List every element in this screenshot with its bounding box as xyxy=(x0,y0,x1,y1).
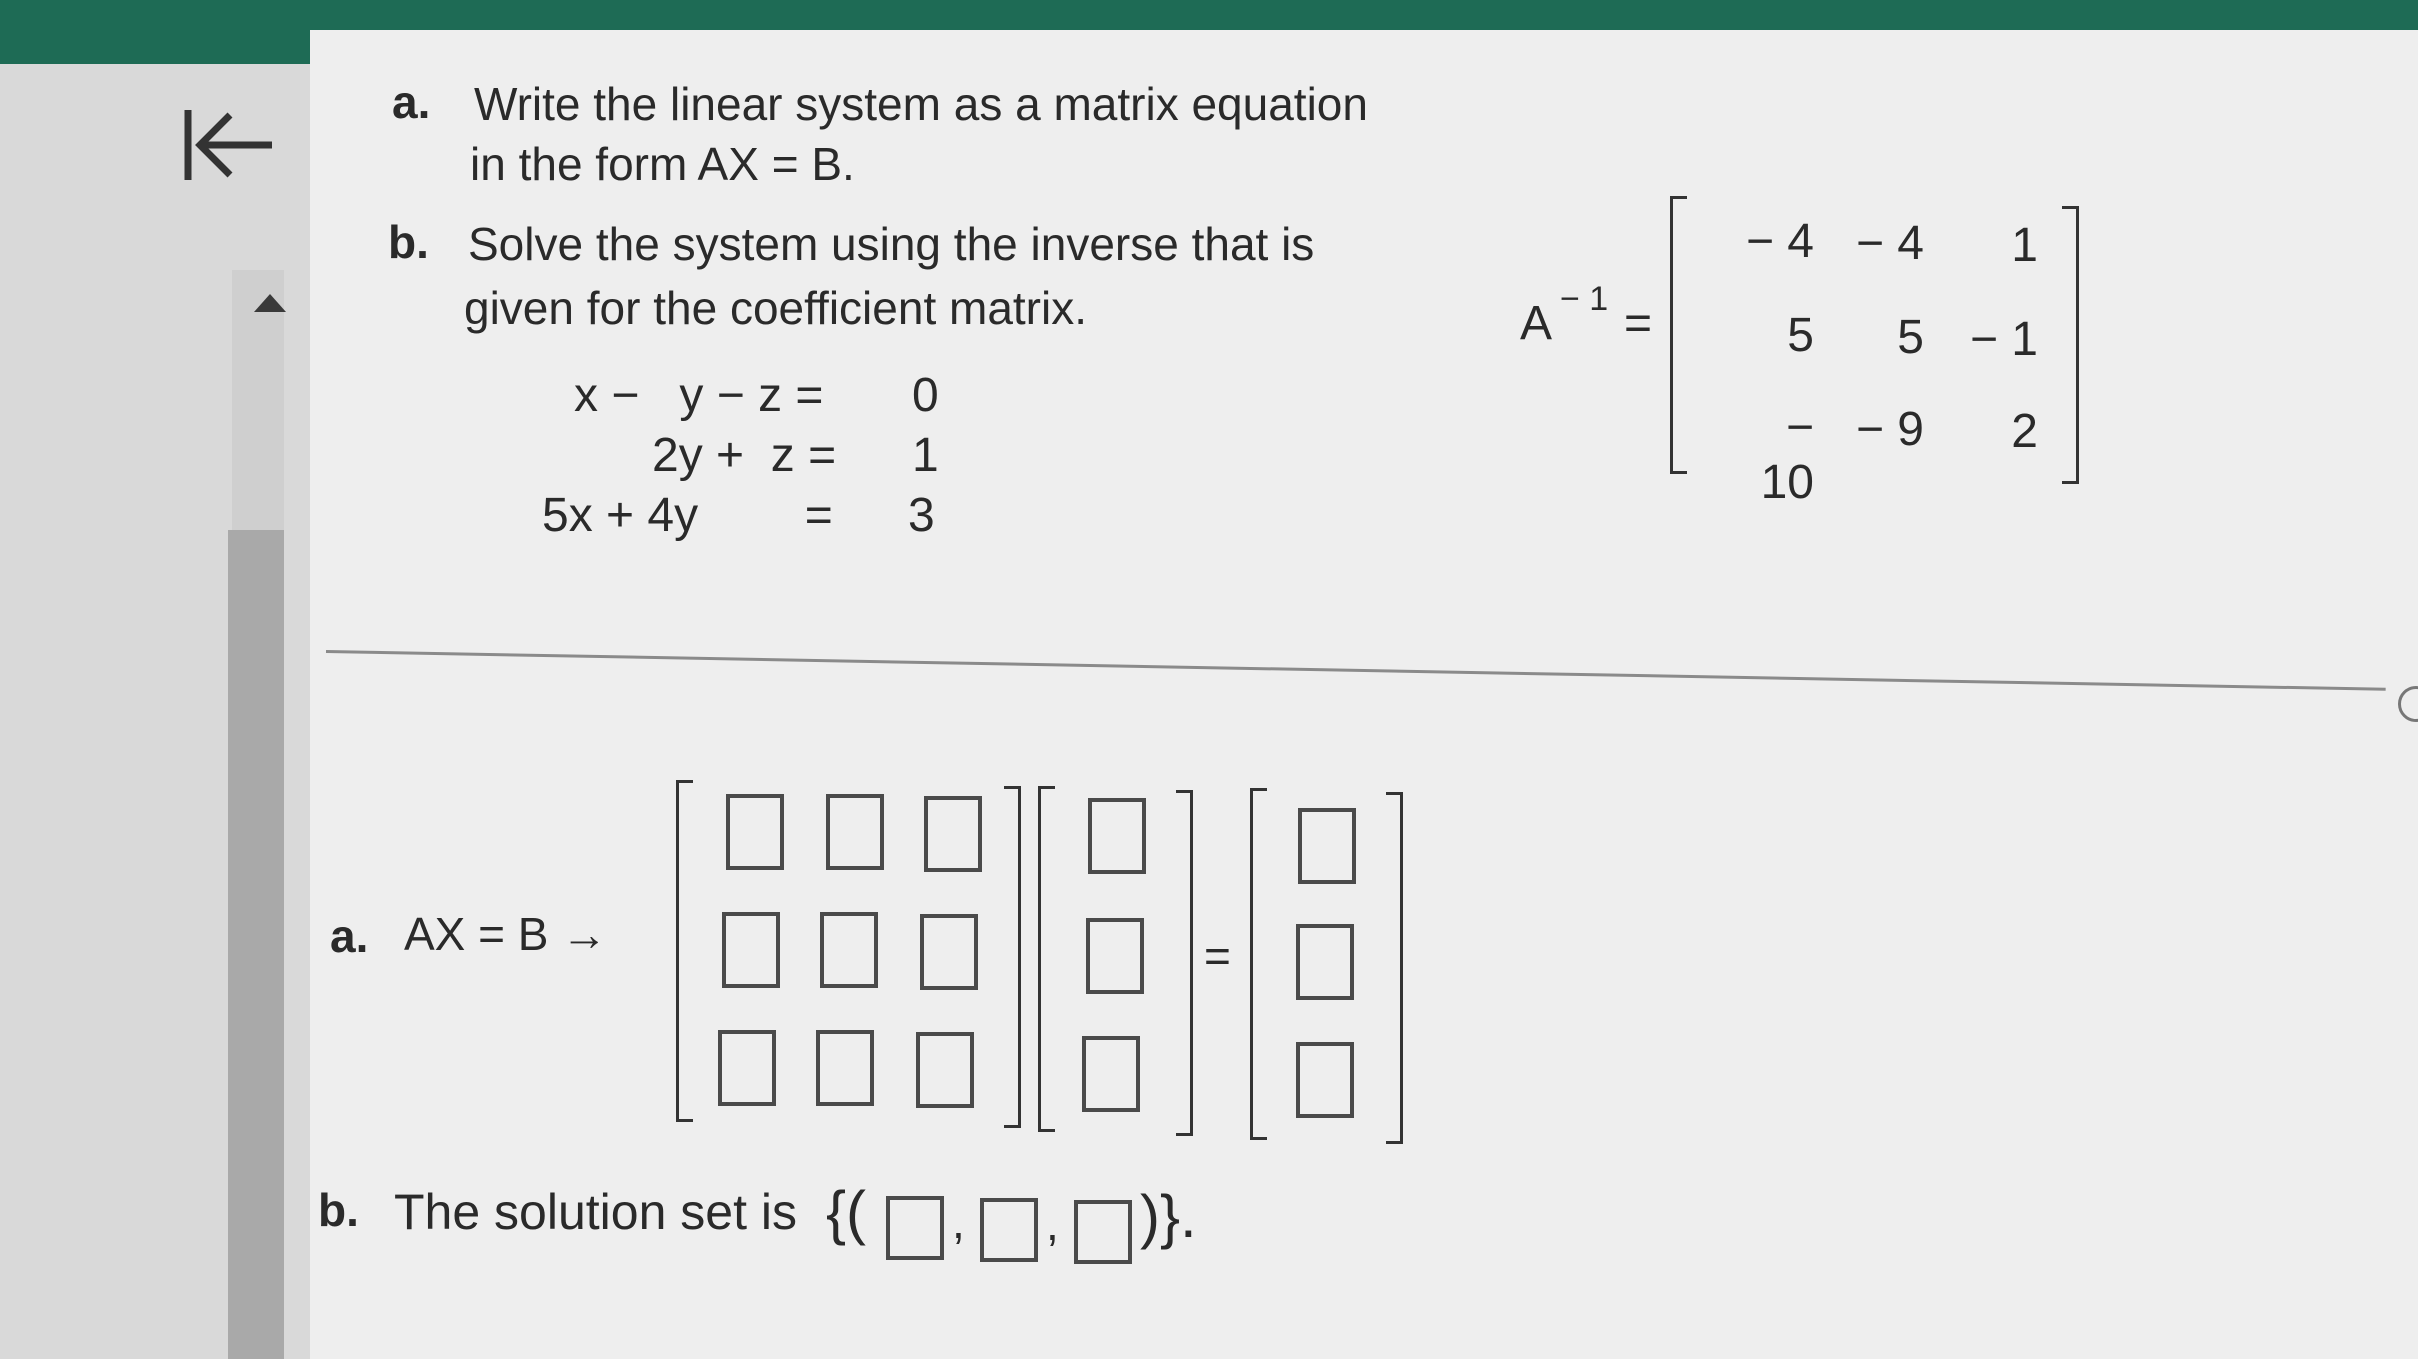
back-arrow-icon[interactable] xyxy=(180,100,280,190)
inverse-cell: 5 xyxy=(1787,309,1814,362)
part-b-instruction-line1: Solve the system using the inverse that is xyxy=(468,218,1315,270)
answer-b-text: The solution set is xyxy=(394,1184,797,1240)
x3-input[interactable] xyxy=(1082,1036,1140,1112)
equation-3-rhs: 3 xyxy=(908,489,935,542)
part-a-label: a. xyxy=(392,76,431,128)
inverse-cell: − 10 xyxy=(1760,401,1814,509)
part-a-instruction-line2: in the form AX = B. xyxy=(470,138,855,190)
a22-input[interactable] xyxy=(820,912,878,988)
equation-2-rhs: 1 xyxy=(912,429,939,482)
part-b-instruction-line2: given for the coefficient matrix. xyxy=(464,282,1087,334)
inverse-cell: − 9 xyxy=(1855,403,1924,456)
a23-input[interactable] xyxy=(920,914,978,990)
equation-2-lhs: 2y + z = xyxy=(652,429,837,482)
right-bracket xyxy=(1004,786,1021,1128)
a12-input[interactable] xyxy=(826,794,884,870)
left-bracket xyxy=(1038,786,1055,1132)
inverse-cell: 1 xyxy=(2011,219,2038,272)
inverse-label: A xyxy=(1520,297,1553,350)
solution-set-open: {( xyxy=(826,1179,867,1246)
x2-input[interactable] xyxy=(1086,918,1144,994)
solution-comma: , xyxy=(1046,1198,1059,1250)
b2-input[interactable] xyxy=(1296,924,1354,1000)
part-a-instruction-line1: Write the linear system as a matrix equation xyxy=(474,78,1368,130)
equation-1-rhs: 0 xyxy=(912,369,939,422)
a11-input[interactable] xyxy=(726,794,784,870)
solution-z-input[interactable] xyxy=(1074,1200,1132,1264)
matrix-equals: = xyxy=(1204,930,1231,982)
right-bracket xyxy=(2062,206,2079,484)
a13-input[interactable] xyxy=(924,796,982,872)
equation-3-lhs: 5x + 4y = xyxy=(542,489,833,542)
left-bracket xyxy=(1670,196,1687,474)
inverse-exponent: − 1 xyxy=(1560,280,1609,318)
b3-input[interactable] xyxy=(1296,1042,1354,1118)
solution-comma: , xyxy=(952,1196,965,1248)
inverse-cell: 5 xyxy=(1897,311,1924,364)
solution-set-close: )}. xyxy=(1140,1183,1197,1250)
inverse-cell: − 1 xyxy=(1969,313,2038,366)
solution-y-input[interactable] xyxy=(980,1198,1038,1262)
inverse-cell: − 4 xyxy=(1855,217,1924,270)
inverse-cell: − 4 xyxy=(1745,215,1814,268)
right-bracket xyxy=(1176,790,1193,1136)
answer-a-text: AX = B → xyxy=(404,908,608,960)
left-bracket xyxy=(676,780,693,1122)
a33-input[interactable] xyxy=(916,1032,974,1108)
right-bracket xyxy=(1386,792,1403,1144)
scrollbar-thumb[interactable] xyxy=(228,530,284,1359)
a21-input[interactable] xyxy=(722,912,780,988)
solution-x-input[interactable] xyxy=(886,1196,944,1260)
x1-input[interactable] xyxy=(1088,798,1146,874)
a31-input[interactable] xyxy=(718,1030,776,1106)
answer-a-label: a. xyxy=(330,910,369,962)
part-b-label: b. xyxy=(388,216,429,268)
inverse-cell: 2 xyxy=(2011,405,2038,458)
inverse-equals: = xyxy=(1624,297,1653,350)
equation-1-lhs: x − y − z = xyxy=(574,369,824,422)
left-bracket xyxy=(1250,788,1267,1140)
answer-b-label: b. xyxy=(318,1184,359,1236)
b1-input[interactable] xyxy=(1298,808,1356,884)
a32-input[interactable] xyxy=(816,1030,874,1106)
scroll-up-icon[interactable] xyxy=(254,294,286,312)
